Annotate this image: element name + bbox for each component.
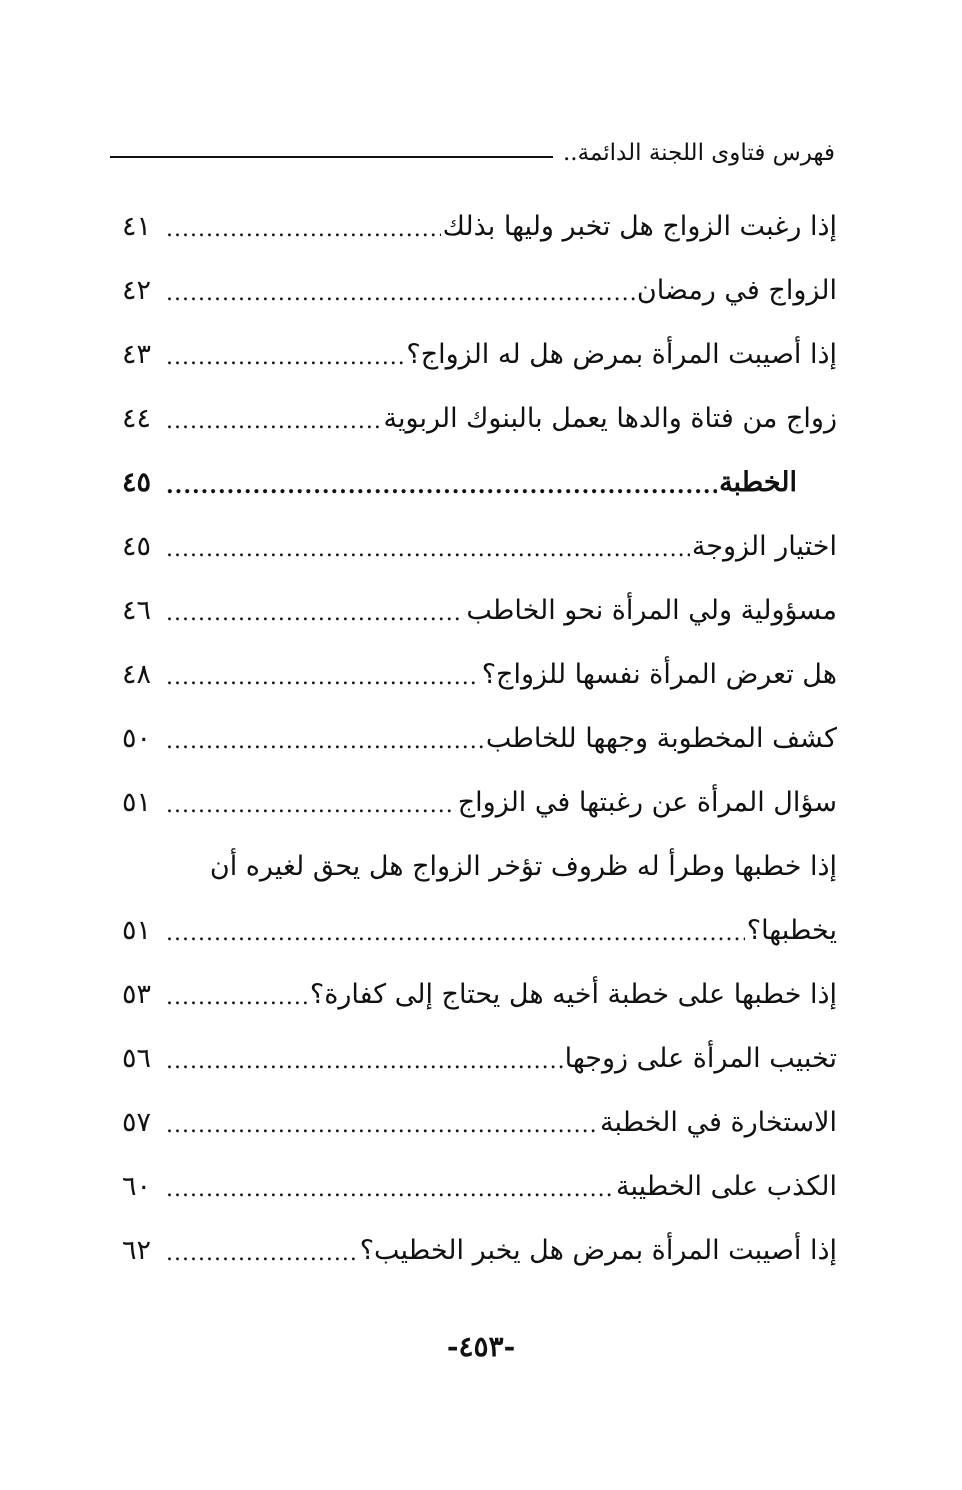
toc-entry-continuation xyxy=(122,898,837,962)
toc-entry xyxy=(122,1154,837,1218)
toc-entry xyxy=(122,1218,837,1282)
toc-entry-title: اختيار الزوجة xyxy=(691,530,837,562)
toc-entry-title: هل تعرض المرأة نفسها للزواج؟ xyxy=(481,658,837,690)
toc-entry-title: إذا رغبت الزواج هل تخبر وليها بذلك xyxy=(442,210,837,242)
toc-section-title: الخطبة xyxy=(719,466,797,498)
toc-entry-title: إذا أصيبت المرأة بمرض هل يخبر الخطيب؟ xyxy=(359,1234,837,1266)
toc-entry xyxy=(122,706,837,770)
toc-entry-title: الاستخارة في الخطبة xyxy=(599,1106,837,1138)
toc-entry-page: ٥٧ xyxy=(122,1106,152,1138)
dot-leader xyxy=(166,595,464,625)
dot-leader xyxy=(166,275,635,305)
toc-entry-page: ٥٣ xyxy=(122,978,152,1010)
dot-leader xyxy=(166,915,745,945)
dot-leader xyxy=(166,1043,563,1073)
toc-entry-page: ٥٦ xyxy=(122,1042,152,1074)
dot-leader xyxy=(166,1171,614,1201)
dot-leader xyxy=(166,339,404,369)
toc-entry xyxy=(122,1090,837,1154)
toc-entry xyxy=(122,962,837,1026)
toc-entry-title: إذا خطبها على خطبة أخيه هل يحتاج إلى كفارة؟ xyxy=(309,978,837,1010)
dot-leader xyxy=(166,979,308,1009)
dot-leader xyxy=(166,1107,598,1137)
running-header xyxy=(110,133,835,173)
toc-entry-page: ٥١ xyxy=(122,914,152,946)
toc-entry-page: ٦٢ xyxy=(122,1234,152,1266)
toc-entry xyxy=(122,642,837,706)
dot-leader xyxy=(166,787,456,817)
toc-entry-page: ٤٦ xyxy=(122,594,152,626)
toc-entry-title: زواج من فتاة والدها يعمل بالبنوك الربوية xyxy=(383,402,837,434)
toc-entry xyxy=(122,194,837,258)
toc-entry xyxy=(122,386,837,450)
dot-leader xyxy=(166,211,441,241)
toc-entry-title: مسؤولية ولي المرأة نحو الخاطب xyxy=(466,594,837,626)
running-header-title: فهرس فتاوى اللجنة الدائمة.. xyxy=(563,140,835,166)
toc-entry xyxy=(122,770,837,834)
toc-entry-page: ٦٠ xyxy=(122,1170,152,1202)
toc-entry-page: ٤٢ xyxy=(122,274,152,306)
toc-entry xyxy=(122,322,837,386)
toc-entry-page: ٥٠ xyxy=(122,722,152,754)
header-rule xyxy=(110,156,553,158)
dot-leader xyxy=(166,723,484,753)
toc-entry-title: إذا أصيبت المرأة بمرض هل له الزواج؟ xyxy=(406,338,837,370)
toc-entry-title: إذا خطبها وطرأ له ظروف تؤخر الزواج هل يحق لغيره أن xyxy=(209,850,837,882)
toc-entry xyxy=(122,258,837,322)
toc-entry-page: ٥١ xyxy=(122,786,152,818)
toc-entry-page: ٤٥ xyxy=(122,530,152,562)
toc-entry xyxy=(122,1026,837,1090)
toc-entry-page: ٤٣ xyxy=(122,338,152,370)
dot-leader xyxy=(166,531,690,561)
toc-entry-page: ٤٨ xyxy=(122,658,152,690)
table-of-contents xyxy=(122,194,837,1282)
toc-entry-title: سؤال المرأة عن رغبتها في الزواج xyxy=(457,786,837,818)
dot-leader xyxy=(166,403,382,433)
toc-entry-page: ٤٤ xyxy=(122,402,152,434)
toc-entry-title: الكذب على الخطيبة xyxy=(615,1170,837,1202)
dot-leader xyxy=(166,467,717,497)
toc-entry-title: الزواج في رمضان xyxy=(636,274,837,306)
toc-section-heading xyxy=(122,450,837,514)
toc-entry-title: يخطبها؟ xyxy=(746,914,837,946)
toc-entry-title: تخبيب المرأة على زوجها xyxy=(564,1042,837,1074)
dot-leader xyxy=(166,659,480,689)
toc-entry-title: كشف المخطوبة وجهها للخاطب xyxy=(485,722,837,754)
toc-entry-first-line xyxy=(122,834,837,898)
toc-entry-page: ٤١ xyxy=(122,210,152,242)
toc-entry xyxy=(122,578,837,642)
dot-leader xyxy=(166,1235,358,1265)
toc-entry-page: ٤٥ xyxy=(122,466,152,498)
page-number: -٤٥٣- xyxy=(446,1330,516,1363)
toc-entry xyxy=(122,514,837,578)
